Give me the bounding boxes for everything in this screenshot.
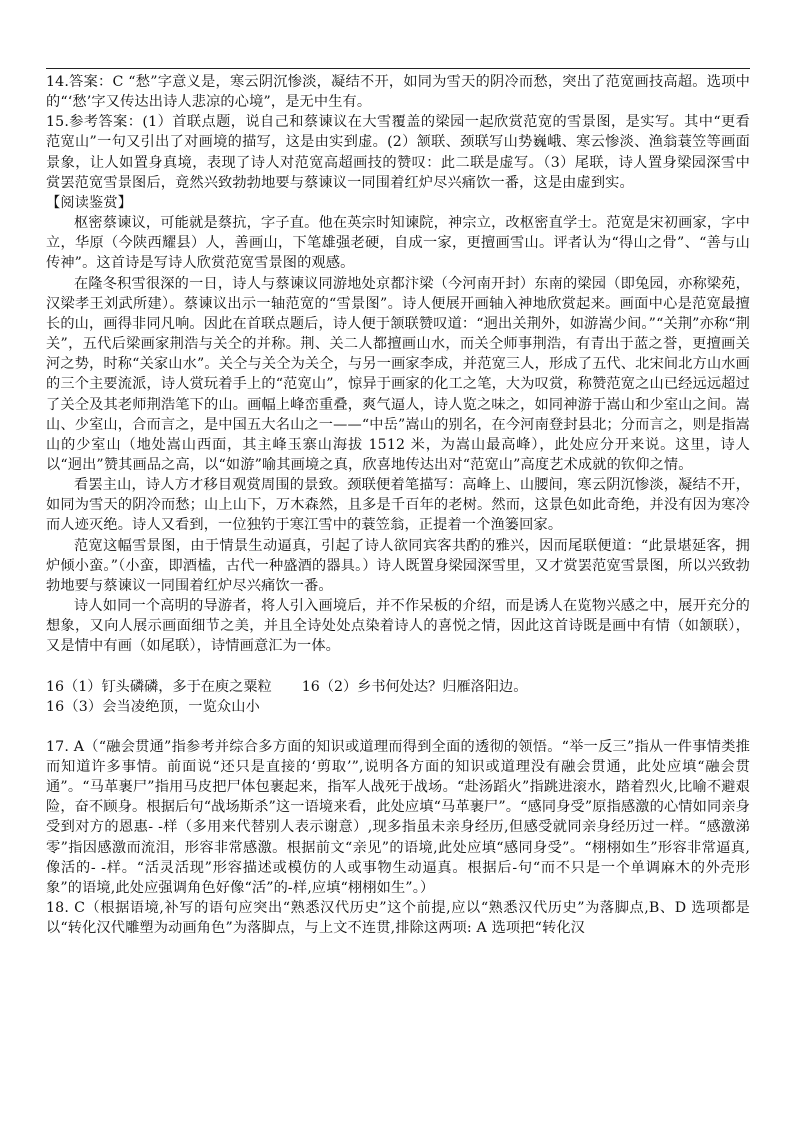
reading-paragraph: 范宽这幅雪景图，由于情景生动逼真，引起了诗人欲同宾客共酌的雅兴，因而尾联便道：“此景堪延客，拥炉倾小蛮。”（小蛮，即酒榼，古代一种盛酒的器具。）诗人既置身梁园深雪里，又才赏罢范宽雪景图，所以兴致勃勃地要与蔡谏议一同围着红炉尽兴痛饮一番。 (46, 537, 750, 594)
reading-paragraph: 在隆冬积雪很深的一日，诗人与蔡谏议同游地处京都汴梁（今河南开封）东南的梁园（即兔园，亦称梁苑，汉梁孝王刘武所建）。蔡谏议出示一轴范宽的“雪景图”。诗人便展开画轴入神地欣赏起来。画面中心是范宽最擅长的山，画得非同凡响。因此在首联点题后，诗人便于颔联赞叹道：“迥出关荆外，如游嵩少间。”“关荆”亦称“荆关”，五代后梁画家荆浩与关仝的并称。荆、关二人都擅画山水，而关仝师事荆浩，有青出于蓝之誉，更擅画关河之势，时称“关家山水”。关仝与关仝为关仝，与另一画家李成，并范宽三人，形成了五代、北宋间北方山水画的三个主要流派，诗人赏玩着手上的“范宽山”，惊异于画家的化工之笔，大为叹赏，称赞范宽之山已经远远超过了关仝及其老师荆浩笔下的山。画幅上峰峦重叠，爽气逼人，诗人览之味之，如同神游于嵩山和少室山之间。嵩山、少室山，合而言之，是中国五大名山之一——“中岳”嵩山的别名，在今河南登封县北；分而言之，则是指嵩山的少室山（地处嵩山西面，其主峰玉寨山海拔 1512 米，为嵩山最高峰），此处应分开来说。这里，诗人以“迥出”赞其画品之高，以“如游”喻其画境之真，欣喜地传达出对“范宽山”高度艺术成就的钦仰之情。 (46, 275, 750, 473)
top-rule (46, 68, 750, 69)
document-body (46, 72, 750, 938)
spacer (46, 717, 750, 737)
answer-17: 17. A（“融会贯通”指参考并综合多方面的知识或道理而得到全面的透彻的领悟。“举一反三”指从一件事情类推而知道许多事情。前面说“还只是直接的‘剪取’”,说明各方面的知识或道理没有融会贯通，此处应填“融会贯通”。“马革裹尸”指用马皮把尸体包裹起来，指军人战死于战场。“赴汤蹈火”指跳进滚水，踏着烈火,比喻不避艰险，奋不顾身。根据后句“战场斯杀”这一语境来看，此处应填“马革裹尸”。“感同身受”原指感激的心情如同亲身受到对方的恩惠- -样（多用来代替别人表示谢意）,现多指虽未亲身经历,但感受就同亲身经历过一样。“感激涕零”指因感激而流泪，形容非常感激。根据前文“亲见”的语境,此处应填“感同身受”。“栩栩如生”形容非常逼真,像活的- -样。“活灵活现”形容描述或模仿的人或事物生动逼真。根据后-句“而不只是一个单调麻木的外壳形象”的语境,此处应强调角色好像“活”的-样,应填“栩栩如生”。） (46, 738, 750, 896)
reading-paragraph: 枢密蔡谏议，可能就是蔡抗，字子直。他在英宗时知谏院，神宗立，改枢密直学士。范宽是宋初画家，字中立，华原（今陕西耀县）人，善画山，下笔雄强老硬，自成一家，更擅画雪山。评者认为“得山之骨”、“善与山传神”。这首诗是写诗人欣赏范宽雪景图的观感。 (46, 215, 750, 272)
reading-paragraph: 看罢主山，诗人方才移目观赏周围的景致。颈联便着笔描写：高峰上、山腰间，寒云阴沉惨淡，凝结不开，如同为雪天的阴冷而愁；山上山下，万木森然，且多是千百年的老树。然而，这景色如此奇绝，并没有因为寒冷而人迹灭绝。诗人又看到，一位独钓于寒江雪中的蓑笠翁，正提着一个渔篓回家。 (46, 477, 750, 534)
reading-heading: 【阅读鉴赏】 (46, 194, 133, 211)
answer-16-3: 16（3）会当凌绝顶，一览众山小 (46, 698, 260, 715)
answer-16-row (46, 677, 750, 697)
answer-16-1: 16（1）钉头磷磷，多于在庾之粟粒 (46, 678, 272, 695)
answer-14: 14.答案：C “愁”字意义是，寒云阴沉惨淡，凝结不开，如同为雪天的阴冷而愁，突出了范宽画技高超。选项中的“‘愁’字又传达出诗人悲凉的心境”，是无中生有。 (46, 74, 750, 111)
spacer (46, 657, 750, 677)
answer-16-2: 16（2）乡书何处达？归雁洛阳边。 (301, 678, 528, 695)
answer-18: 18. C（根据语境,补写的语句应突出“熟悉汉代历史”这个前提,应以“熟悉汉代历史”为落脚点,B、D 选项都是以“转化汉代雕塑为动画角色”为落脚点，与上文不连贯,排除这两项: A 选项把“转化汉 (46, 900, 750, 937)
reading-paragraph: 诗人如同一个高明的导游者，将人引入画境后，并不作呆板的介绍，而是诱人在览物兴感之中，展开充分的想象，又向人展示画面细节之美，并且全诗处处点染着诗人的喜悦之情，因此这首诗既是画中有情（如颔联），又是情中有画（如尾联），诗情画意汇为一体。 (46, 598, 750, 655)
answer-15: 15.参考答案：(1）首联点题，说自己和蔡谏议在大雪覆盖的梁园一起欣赏范宽的雪景图，是实写。其中“更看范宽山”一句又引出了对画境的描写，这是由实到虚。(2）颔联、颈联写山势巍峨、寒云惨淡、渔翁蓑笠等画面景象，让人如置身真境，表现了诗人对范宽高超画技的赞叹：此二联是虚写。（3）尾联，诗人置身梁园深雪中赏罢范宽雪景图后，竟然兴致勃勃地要与蔡谏议一同围着红炉尽兴痛饮一番，这是由虚到实。 (46, 114, 750, 191)
